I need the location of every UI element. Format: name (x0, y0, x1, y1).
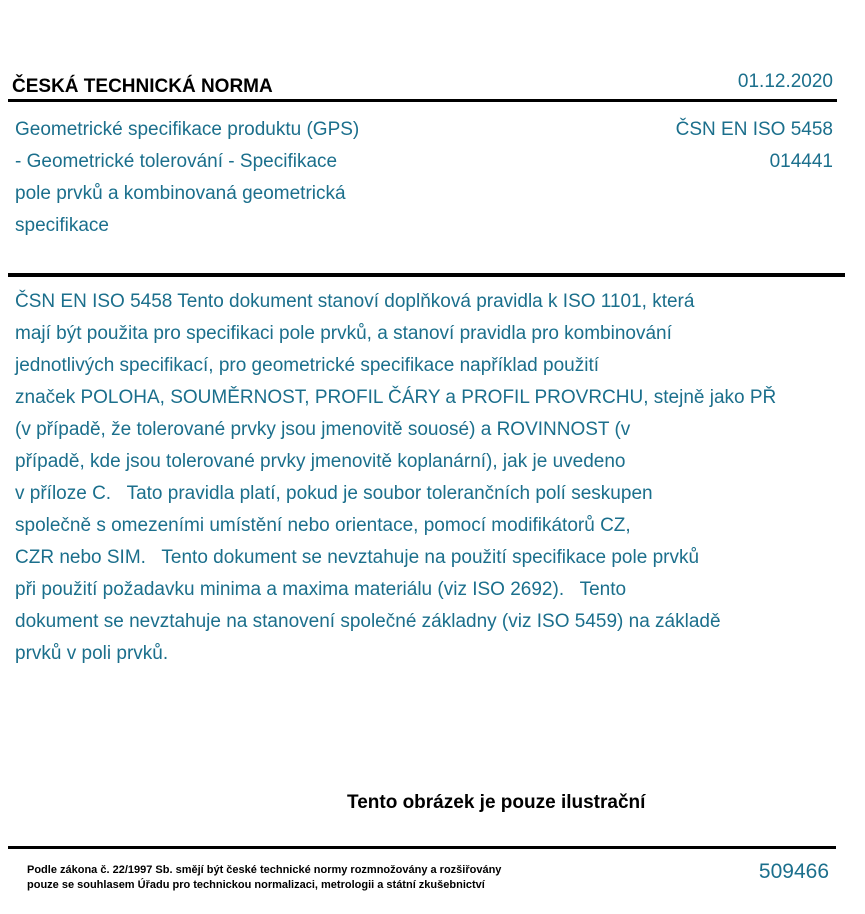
abstract-line: značek POLOHA, SOUMĚRNOST, PROFIL ČÁRY a PROFIL PROVRCHU, stejně jako PŘ (15, 387, 777, 408)
abstract-line: CZR nebo SIM. Tento dokument se nevztahuje na použití specifikace pole prvků (15, 547, 700, 568)
abstract-line: mají být použita pro specifikaci pole prvků, a stanoví pravidla pro kombinování (15, 323, 672, 344)
catalog-number: 509466 (758, 860, 829, 883)
publication-date: 01.12.2020 (737, 71, 833, 92)
abstract-line: ČSN EN ISO 5458 Tento dokument stanoví doplňková pravidla k ISO 1101, která (15, 291, 695, 312)
abstract (15, 286, 865, 670)
document-title-line: pole prvků a kombinovaná geometrická (15, 183, 346, 204)
standard-code: ČSN EN ISO 5458 (675, 119, 833, 140)
legal-notice-line: Podle zákona č. 22/1997 Sb. smějí být české technické normy rozmnožovány a rozšiřovány (27, 864, 502, 876)
legal-notice-line: pouze se souhlasem Úřadu pro technickou normalizaci, metrologii a státní zkušebnictví (27, 879, 485, 891)
abstract-line: (v případě, že tolerované prvky jsou jmenovitě souosé) a ROVINNOST (v (15, 419, 631, 440)
document-title-line: - Geometrické tolerování - Specifikace (15, 151, 338, 172)
abstract-line: při použití požadavku minima a maxima materiálu (viz ISO 2692). Tento (15, 579, 627, 600)
abstract-line: v příloze C. Tato pravidla platí, pokud je soubor tolerančních polí seskupen (15, 483, 653, 504)
title-divider (8, 273, 845, 277)
document-title-line: Geometrické specifikace produktu (GPS) (15, 119, 360, 140)
abstract-line: dokument se nevztahuje na stanovení společné základny (viz ISO 5459) na základě (15, 611, 721, 632)
legal-notice (27, 863, 501, 893)
footer-divider (8, 846, 836, 849)
abstract-line: prvků v poli prvků. (15, 643, 169, 664)
document-identifiers (676, 114, 833, 178)
illustration-note: Tento obrázek je pouze ilustrační (347, 792, 646, 813)
document-title (15, 114, 435, 242)
abstract-line: společně s omezeními umístění nebo orientace, pomocí modifikátorů CZ, (15, 515, 631, 536)
header-divider (8, 99, 837, 102)
abstract-line: jednotlivých specifikací, pro geometrické specifikace například použití (15, 355, 600, 376)
class-number: 014441 (769, 151, 833, 172)
document-title-line: specifikace (15, 215, 109, 236)
abstract-line: případě, kde jsou tolerované prvky jmenovitě koplanární), jak je uvedeno (15, 451, 626, 472)
norm-header-title: ČESKÁ TECHNICKÁ NORMA (12, 76, 273, 97)
